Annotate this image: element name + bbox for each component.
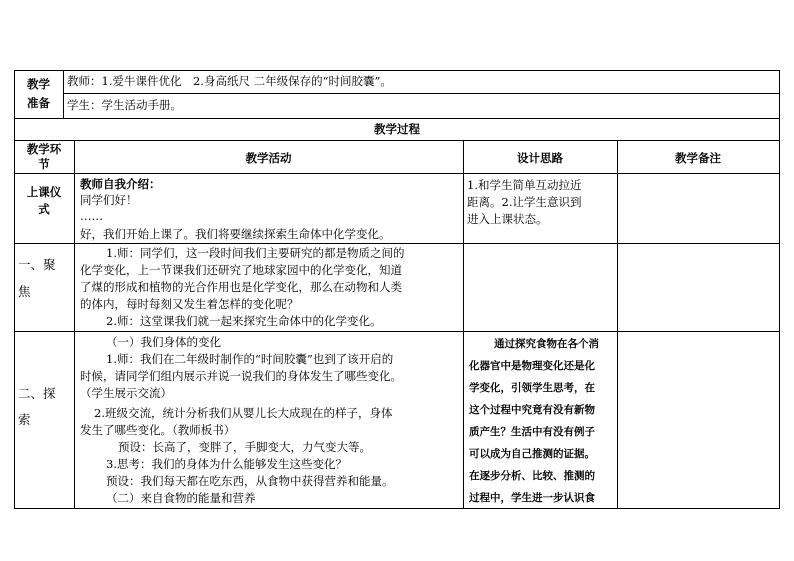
explore-activity-line: 2.班级交流，统计分析我们从婴儿长大成现在的样子，身体 [94,406,393,420]
rule-stage-column [74,140,75,509]
explore-activity-line: 发生了哪些变化。（教师板书） [80,423,236,437]
explore-activity-line: 时候，请同学们组内展示并说一说我们的身体发生了哪些变化。 [80,369,402,383]
explore-activity-line: （一）我们身体的变化 [106,335,221,349]
explore-design-line: 通过探究食物在各个消 [494,338,599,350]
intro-activity-line: 好，我们开始上课了。我们将要继续探索生命体中化学变化。 [80,227,391,241]
explore-activity-line: 预设：我们每天都在吃东西，从食物中获得营养和能量。 [106,474,394,488]
rule-top [14,70,780,71]
intro-activity-line: 同学们好！ [80,193,138,207]
header-remarks: 教学备注 [675,151,721,165]
focus-activity-line: 化学变化，上一节课我们还研究了地球家园中的化学变化，知道 [80,263,402,277]
explore-activity-line: 3.思考：我们的身体为什么能够发生这些变化？ [106,457,347,471]
intro-design-line: 1.和学生简单互动拉近 [467,178,582,192]
focus-activity-line: 了煤的形成和植物的光合作用也是化学变化，那么在动物和人类 [80,280,402,294]
prep-label-line1: 教学 [27,77,50,91]
process-title: 教学过程 [374,122,420,136]
rule-subsection-line [14,508,780,509]
rule-prep-mid [63,93,780,94]
explore-stage-line2: 索 [18,412,31,427]
focus-activity-line: 的体内，每时每刻又发生着怎样的变化呢？ [80,297,299,311]
intro-design-line: 距离。2.让学生意识到 [467,195,582,209]
rule-intro-bottom [14,243,780,244]
rule-header-bottom [14,173,780,174]
rule-prep-bottom [14,118,780,119]
explore-activity-line: 1.师：我们在二年级时制作的“时间胶囊”也到了该开启的 [106,352,394,366]
rule-activity-column [463,140,464,509]
header-stage-line2: 节 [38,157,50,171]
rule-focus-bottom [14,331,780,332]
rule-process-bottom [14,140,780,141]
header-activity: 教学活动 [245,151,292,165]
explore-stage-line1: 二、探 [18,386,56,401]
explore-design-line: 质产生？生活中有没有例子 [469,426,595,438]
explore-activity-line: 预设：长高了，变胖了，手脚变大，力气变大等。 [118,440,371,454]
explore-activity-line: （二）来自食物的能量和营养 [106,491,256,505]
intro-stage-line2: 式 [38,202,50,216]
prep-student: 学生：学生活动手册。 [67,98,182,112]
intro-stage-line1: 上课仪 [26,185,62,199]
explore-design-line: 学变化，引领学生思考，在 [469,382,595,394]
rule-design-column [617,140,618,509]
explore-activity-line: （学生展示交流） [80,386,172,400]
intro-activity-line: 教师自我介绍： [80,177,161,191]
rule-prep-label [63,70,64,118]
explore-design-line: 可以成为自己推测的证据。 [469,448,595,460]
explore-design-line: 化器官中是物理变化还是化 [469,360,595,372]
focus-stage-line2: 焦 [18,284,31,299]
explore-design-line: 过程中，学生进一步认识食 [469,492,595,504]
focus-activity-line: 1.师：同学们，这一段时间我们主要研究的都是物质之间的 [106,246,405,260]
explore-design-line: 这个过程中究竟有没有新物 [469,404,595,416]
explore-design-line: 在逐步分析、比较、推测的 [469,470,595,482]
focus-stage-line1: 一、聚 [18,257,56,272]
prep-teacher: 教师：1.爱牛课件优化 2.身高纸尺 二年级保存的“时间胶囊”。 [67,74,392,88]
header-stage-line1: 教学环 [26,142,62,156]
header-design: 设计思路 [517,151,563,165]
prep-label-line2: 准备 [27,96,50,110]
focus-activity-line: 2.师：这堂课我们就一起来探究生命体中的化学变化。 [106,314,382,328]
intro-design-line: 进入上课状态。 [467,212,548,226]
intro-activity-line: …… [80,209,103,223]
